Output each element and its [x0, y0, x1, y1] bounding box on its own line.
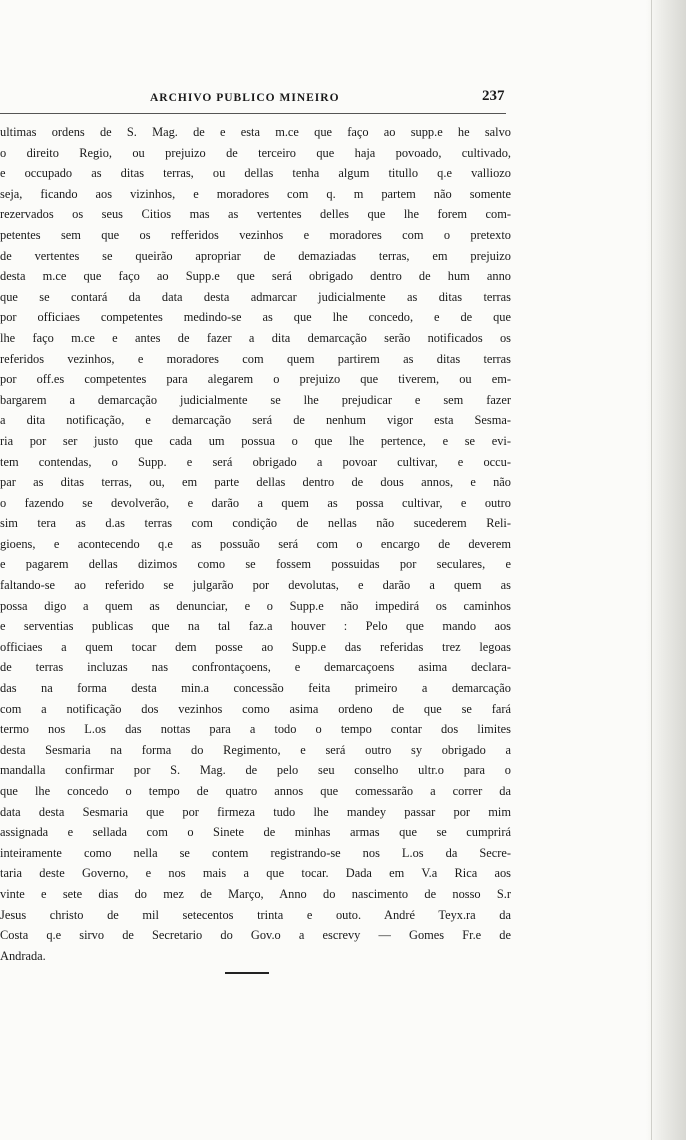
text-line: mandalla confirmar por S. Mag. de pelo seu conselho ultr.o para o: [0, 763, 511, 778]
text-line: taria deste Governo, e nos mais a que tocar. Dada em V.a Rica aos: [0, 866, 511, 881]
text-line: faltando-se ao referido se julgarão por devolutas, e darão a quem as: [0, 578, 511, 593]
text-line: das na forma desta min.a concessão feita primeiro a demarcação: [0, 681, 511, 696]
text-line: de terras incluzas nas confrontaçoens, e demarcaçoens asima declara-: [0, 660, 511, 675]
text-line: tem contendas, o Supp. e será obrigado a povoar cultivar, e occu-: [0, 454, 511, 469]
text-line: vinte e sete dias do mez de Março, Anno do nascimento de nosso S.r: [0, 886, 511, 901]
text-line: sim tera as d.as terras com condição de nellas não sucederem Reli-: [0, 516, 511, 531]
end-divider: [225, 972, 269, 974]
text-line: e occupado as ditas terras, ou dellas tenha algum titullo q.e valliozo: [0, 166, 511, 181]
text-line: e serventias publicas que na tal faz.a houver : Pelo que mando aos: [0, 619, 511, 634]
body-text: [0, 122, 680, 966]
text-line: por officiaes competentes medindo-se as que lhe concedo, e de que: [0, 310, 511, 325]
text-line: de vertentes se queirão apropriar de demaziadas terras, em prejuizo: [0, 248, 511, 263]
text-line: a dita notificação, e demarcação será de nenhum vigor esta Sesma-: [0, 413, 511, 428]
text-line: Andrada.: [0, 948, 46, 963]
text-line: Costa q.e sirvo de Secretario do Gov.o a escrevy — Gomes Fr.e de: [0, 928, 511, 943]
text-line: que lhe concedo o tempo de quatro annos que comessarão a correr da: [0, 784, 511, 798]
text-line: officiaes a quem tocar dem posse ao Supp.e das referidas trez legoas: [0, 639, 511, 654]
page-number: 237: [482, 88, 505, 104]
text-line: o fazendo se devolverão, e darão a quem as possa cultivar, e outro: [0, 495, 511, 510]
text-line: lhe faço m.ce e antes de fazer a dita demarcação serão notificados os: [0, 330, 511, 345]
text-line: rezervados os seus Citios mas as vertentes delles que lhe forem com-: [0, 207, 511, 222]
text-line: par as ditas terras, ou, em parte dellas dentro de dous annos, e não: [0, 475, 511, 490]
text-line: por off.es competentes para alegarem o prejuizo que tiverem, ou em-: [0, 372, 511, 387]
page-edge-line: [651, 0, 652, 1140]
text-line: que se contará da data desta admarcar judicialmente as ditas terras: [0, 289, 511, 304]
text-line: Jesus christo de mil setecentos trinta e outo. André Teyx.ra da: [0, 907, 511, 922]
text-line: data desta Sesmaria que por firmeza tudo lhe mandey passar por mim: [0, 804, 511, 819]
text-line: seja, ficando aos vizinhos, e moradores com q. m partem não somente: [0, 186, 511, 201]
running-header-title: ARCHIVO PUBLICO MINEIRO: [150, 92, 340, 104]
text-line: assignada e sellada com o Sinete de minhas armas que se cumprirá: [0, 825, 511, 840]
text-line: ria por ser justo que cada um possua o que lhe pertence, e se evi-: [0, 433, 511, 448]
text-line: desta m.ce que faço ao Supp.e que será obrigado dentro de hum anno: [0, 269, 511, 284]
text-line: bargarem a demarcação judicialmente se lhe prejudicar e sem fazer: [0, 392, 511, 407]
text-line: possa digo a quem as denunciar, e o Supp.e não impedirá os caminhos: [0, 598, 511, 613]
page-edge-shadow: [646, 0, 686, 1140]
text-line: desta Sesmaria na forma do Regimento, e será outro sy obrigado a: [0, 742, 511, 757]
text-line: ultimas ordens de S. Mag. de e esta m.ce que faço ao supp.e he salvo: [0, 125, 511, 139]
text-line: com a notificação dos vezinhos como asima ordeno de que se fará: [0, 701, 511, 716]
header-divider: [0, 113, 506, 114]
text-line: gioens, e acontecendo q.e as possuão será com o encargo de deverem: [0, 536, 511, 551]
text-line: termo nos L.os das nottas para a todo o tempo contar dos limites: [0, 722, 511, 737]
text-line: o direito Regio, ou prejuizo de terceiro que haja povoado, cultivado,: [0, 145, 511, 160]
text-line: petentes sem que os refferidos vezinhos e moradores com o pretexto: [0, 227, 511, 242]
text-line: inteiramente como nella se contem registrando-se nos L.os da Secre-: [0, 845, 511, 860]
text-line: referidos vezinhos, e moradores com quem partirem as ditas terras: [0, 351, 511, 366]
text-line: e pagarem dellas dizimos como se fossem possuidas por seculares, e: [0, 557, 511, 572]
